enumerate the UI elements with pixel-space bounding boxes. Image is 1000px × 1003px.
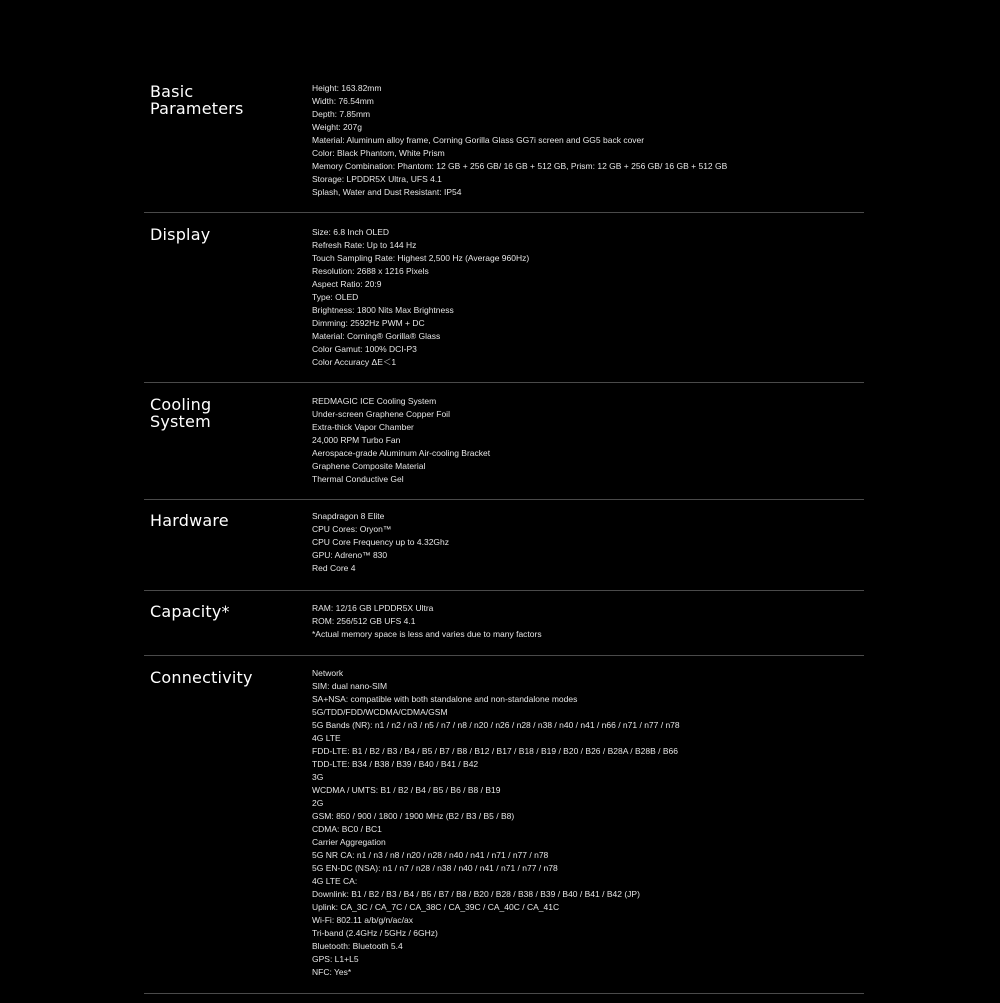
spec-item: Touch Sampling Rate: Highest 2,500 Hz (Average 960Hz): [312, 253, 530, 263]
spec-item: Color Gamut: 100% DCI-P3: [312, 344, 417, 354]
spec-item: Carrier Aggregation: [312, 837, 386, 847]
spec-item: Brightness: 1800 Nits Max Brightness: [312, 305, 454, 315]
spec-list-basic-parameters: [312, 82, 864, 212]
spec-item: Under-screen Graphene Copper Foil: [312, 409, 450, 419]
spec-item: Tri-band (2.4GHz / 5GHz / 6GHz): [312, 928, 438, 938]
spec-item: Type: OLED: [312, 292, 359, 302]
spec-item: Storage: LPDDR5X Ultra, UFS 4.1: [312, 174, 442, 184]
spec-item: Uplink: CA_3C / CA_7C / CA_38C / CA_39C / CA_40C / CA_41C: [312, 902, 560, 912]
spec-item: 2G: [312, 798, 324, 808]
spec-item: 4G LTE: [312, 733, 341, 743]
spec-list-cooling-system: [312, 395, 864, 499]
spec-item: Aspect Ratio: 20:9: [312, 279, 382, 289]
spec-item: Resolution: 2688 x 1216 Pixels: [312, 266, 429, 276]
spec-item: GPU: Adreno™ 830: [312, 550, 388, 560]
spec-item: Refresh Rate: Up to 144 Hz: [312, 240, 417, 250]
section-title-hardware: Hardware: [150, 511, 229, 530]
spec-item: NFC: Yes*: [312, 967, 352, 977]
spec-item: 24,000 RPM Turbo Fan: [312, 435, 401, 445]
spec-item: REDMAGIC ICE Cooling System: [312, 396, 437, 406]
spec-item: CPU Core Frequency up to 4.32Ghz: [312, 537, 450, 547]
spec-item: Material: Aluminum alloy frame, Corning Gorilla Glass GG7i screen and GG5 back cover: [312, 135, 645, 145]
spec-list-display: [312, 226, 864, 382]
spec-item: 3G: [312, 772, 324, 782]
spec-item: Depth: 7.85mm: [312, 109, 371, 119]
spec-item: 5G/TDD/FDD/WCDMA/CDMA/GSM: [312, 707, 448, 717]
spec-item: Material: Corning® Gorilla® Glass: [312, 331, 441, 341]
spec-item: WCDMA / UMTS: B1 / B2 / B4 / B5 / B6 / B8 / B19: [312, 785, 501, 795]
spec-item: Downlink: B1 / B2 / B3 / B4 / B5 / B7 / B8 / B20 / B28 / B38 / B39 / B40 / B41 / B42 (JP): [312, 889, 640, 899]
spec-item: CPU Cores: Oryon™: [312, 524, 392, 534]
spec-item: 5G EN-DC (NSA): n1 / n7 / n28 / n38 / n40 / n41 / n71 / n77 / n78: [312, 863, 558, 873]
spec-list-hardware: [312, 510, 864, 590]
spec-item: Aerospace-grade Aluminum Air-cooling Bracket: [312, 448, 491, 458]
spec-item: Color Accuracy ΔE＜1: [312, 357, 397, 367]
spec-item: GSM: 850 / 900 / 1800 / 1900 MHz (B2 / B3 / B5 / B8): [312, 811, 515, 821]
section-basic-parameters: [144, 72, 864, 213]
spec-item: 5G Bands (NR): n1 / n2 / n3 / n5 / n7 / n8 / n20 / n26 / n28 / n38 / n40 / n41 / n66 / n71 / n77 / n78: [312, 720, 680, 730]
section-title-display: Display: [150, 225, 211, 244]
section-capacity: [144, 591, 864, 656]
spec-item: 5G NR CA: n1 / n3 / n8 / n20 / n28 / n40 / n41 / n71 / n77 / n78: [312, 850, 549, 860]
spec-item: Dimming: 2592Hz PWM + DC: [312, 318, 425, 328]
section-title-capacity: Capacity*: [150, 602, 230, 621]
section-cooling-system: [144, 383, 864, 500]
section-title-connectivity: Connectivity: [150, 668, 253, 687]
spec-item: Color: Black Phantom, White Prism: [312, 148, 445, 158]
spec-item: Extra-thick Vapor Chamber: [312, 422, 414, 432]
spec-item: Width: 76.54mm: [312, 96, 374, 106]
spec-item: 4G LTE CA:: [312, 876, 358, 886]
section-title-basic-parameters: Basic Parameters: [150, 82, 244, 118]
spec-item: GPS: L1+L5: [312, 954, 359, 964]
section-connectivity: [144, 656, 864, 994]
spec-item: Red Core 4: [312, 563, 356, 573]
section-display: [144, 213, 864, 383]
spec-item: Graphene Composite Material: [312, 461, 426, 471]
spec-item: Network: [312, 668, 344, 678]
spec-list-connectivity: [312, 667, 864, 993]
spec-item: CDMA: BC0 / BC1: [312, 824, 382, 834]
section-hardware: [144, 500, 864, 591]
spec-item: Weight: 207g: [312, 122, 362, 132]
spec-item: Snapdragon 8 Elite: [312, 511, 385, 521]
spec-item: FDD-LTE: B1 / B2 / B3 / B4 / B5 / B7 / B8 / B12 / B17 / B18 / B19 / B20 / B26 / B28A / B28B / B66: [312, 746, 679, 756]
section-title-cooling-system: Cooling System: [150, 395, 212, 431]
spec-item: Splash, Water and Dust Resistant: IP54: [312, 187, 462, 197]
spec-item: *Actual memory space is less and varies due to many factors: [312, 629, 542, 639]
spec-list-capacity: [312, 602, 864, 655]
spec-item: SIM: dual nano-SIM: [312, 681, 388, 691]
spec-item: TDD-LTE: B34 / B38 / B39 / B40 / B41 / B42: [312, 759, 479, 769]
spec-sheet: [144, 72, 864, 994]
spec-item: Thermal Conductive Gel: [312, 474, 404, 484]
spec-item: Size: 6.8 Inch OLED: [312, 227, 390, 237]
spec-item: Height: 163.82mm: [312, 83, 382, 93]
spec-item: SA+NSA: compatible with both standalone and non-standalone modes: [312, 694, 578, 704]
spec-item: ROM: 256/512 GB UFS 4.1: [312, 616, 416, 626]
spec-item: RAM: 12/16 GB LPDDR5X Ultra: [312, 603, 434, 613]
spec-item: Wi-Fi: 802.11 a/b/g/n/ac/ax: [312, 915, 413, 925]
spec-item: Bluetooth: Bluetooth 5.4: [312, 941, 403, 951]
spec-item: Memory Combination: Phantom: 12 GB + 256 GB/ 16 GB + 512 GB, Prism: 12 GB + 256 GB/ 16 GB + 512 GB: [312, 161, 728, 171]
